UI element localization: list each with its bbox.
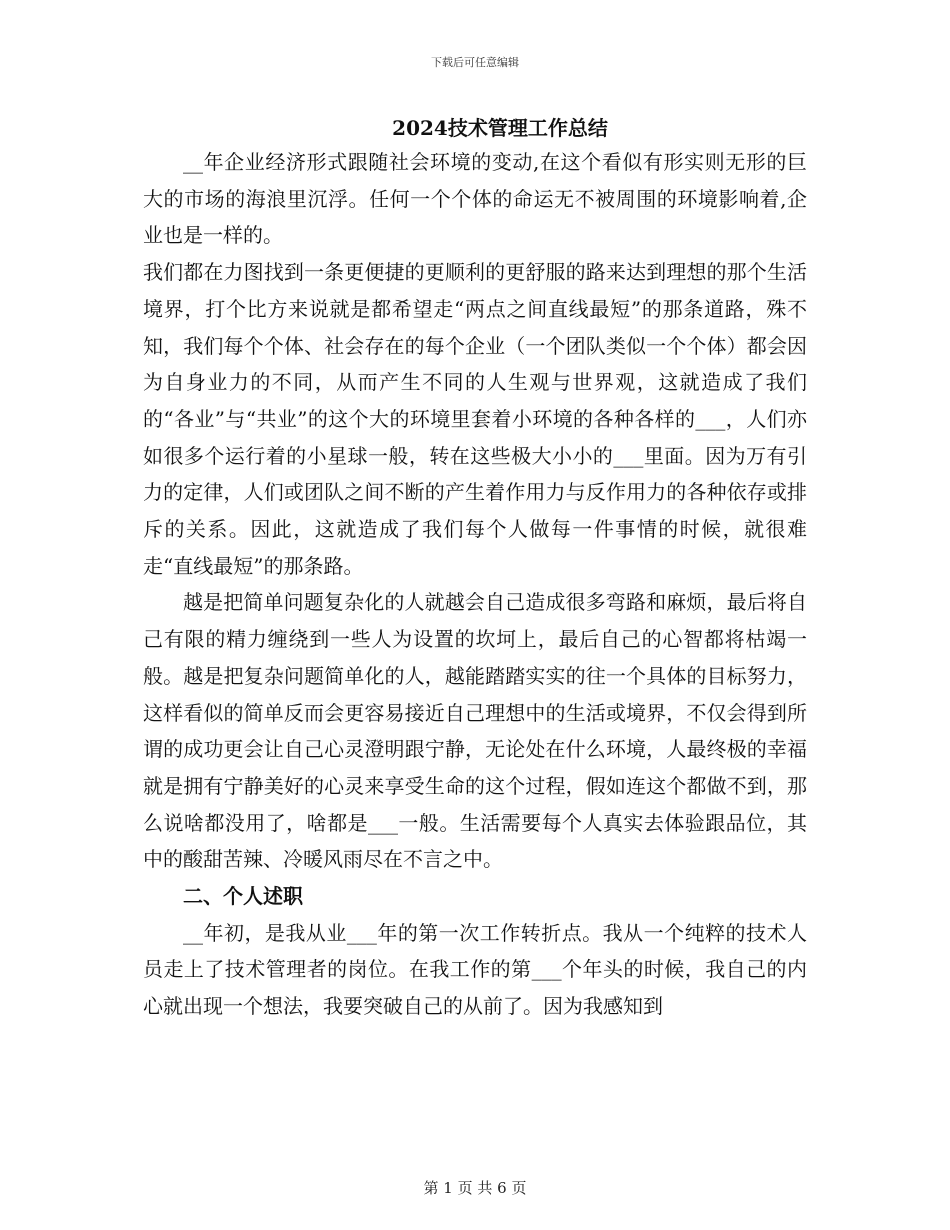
document-body: [143, 112, 807, 1025]
page-footer: 第 1 页 共 6 页: [423, 1179, 527, 1197]
section-heading: 二、个人述职: [183, 884, 303, 909]
paragraph-3: 越是把简单问题复杂化的人就越会自己造成很多弯路和麻烦，最后将自己有限的精力缠绕到一些人为设置的坎坷上，最后自己的心智都将枯竭一般。越是把复杂问题简单化的人，越能踏踏实实的往一个具体的目标努力，这样看似的简单反而会更容易接近自己理想中的生活或境界，不仅会得到所谓的成功更会让自己心灵澄明跟宁静，无论处在什么环境，人最终极的幸福就是拥有宁静美好的心灵来享受生命的这个过程，假如连这个都做不到，那么说啥都没用了，啥都是___一般。生活需要每个人真实去体验跟品位，其中的酸甜苦辣、冷暖风雨尽在不言之中。: [143, 590, 807, 872]
section-paragraph: __年初，是我从业___年的第一次工作转折点。我从一个纯粹的技术人员走上了技术管理者的岗位。在我工作的第___个年头的时候，我自己的内心就出现一个想法，我要突破自己的从前了。因为我感知到: [143, 920, 807, 1019]
page-header: 下载后可任意编辑: [431, 56, 519, 69]
document-title: 2024技术管理工作总结: [392, 116, 608, 140]
paragraph-2: 我们都在力图找到一条更便捷的更顺利的更舒服的路来达到理想的那个生活境界，打个比方来说就是都希望走“两点之间直线最短”的那条道路，殊不知，我们每个个体、社会存在的每个企业（一个团队类似一个个体）都会因为自身业力的不同，从而产生不同的人生观与世界观，这就造成了我们的“各业”与“共业”的这个大的环境里套着小环境的各种各样的___，人们亦如很多个运行着的小星球一般，转在这些极大小小的___里面。因为万有引力的定律，人们或团队之间不断的产生着作用力与反作用力的各种依存或排斥的关系。因此，这就造成了我们每个人做每一件事情的时候，就很难走“直线最短”的那条路。: [143, 260, 807, 578]
paragraph-1: __年企业经济形式跟随社会环境的变动,在这个看似有形实则无形的巨大的市场的海浪里沉浮。任何一个个体的命运无不被周围的环境影响着,企业也是一样的。: [143, 150, 807, 248]
